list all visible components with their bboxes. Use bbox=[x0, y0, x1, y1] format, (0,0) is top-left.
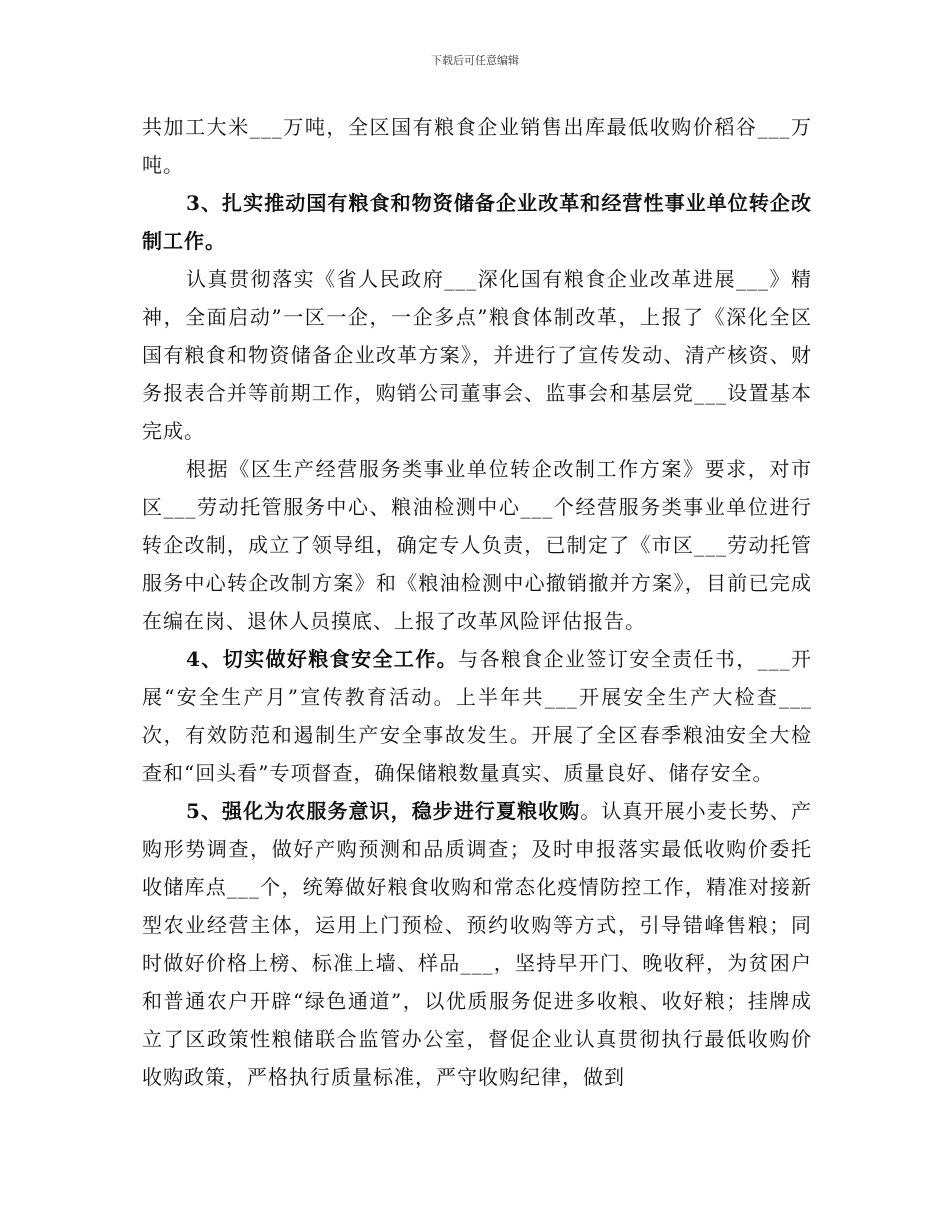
document-body bbox=[142, 108, 812, 1096]
section-heading-4: 4、切实做好粮食安全工作。 bbox=[186, 647, 459, 671]
paragraph-summer-grain-purchase-body: 。认真开展小麦长势、产购形势调查，做好产购预测和品质调查；及时申报落实最低收购价委托收储库点___个，统筹做好粮食收购和常态化疫情防控工作，精准对接新型农业经营主体，运用上门预检、预约收购等方式，引导错峰售粮；同时做好价格上榜、标准上墙、样品___，坚持早开门、晚收秤，为贫困户和普通农户开辟“绿色通道”，以优质服务促进多收粮、收好粮；挂牌成立了区政策性粮储联合监管办公室，督促企业认真贯彻执行最低收购价收购政策，严格执行质量标准，严守收购纪律，做到 bbox=[142, 799, 812, 1089]
section-heading-3: 3、扎实推动国有粮食和物资储备企业改革和经营性事业单位转企改制工作。 bbox=[142, 191, 812, 253]
section-heading-5: 5、强化为农服务意识，稳步进行夏粮收购 bbox=[186, 799, 581, 823]
paragraph-grain-safety bbox=[142, 640, 812, 792]
paragraph-summer-grain-purchase bbox=[142, 792, 812, 1096]
paragraph-reform-implementation: 认真贯彻落实《省人民政府___深化国有粮食企业改革进展___》精神，全面启动”一区一企，一企多点”粮食体制改革，上报了《深化全区国有粮食和物资储备企业改革方案》，并进行了宣传发动、清产核资、财务报表合并等前期工作，购销公司董事会、监事会和基层党___设置基本完成。 bbox=[142, 267, 812, 443]
paragraph-grain-safety-body: 与各粮食企业签订安全责任书，___开展“安全生产月”宣传教育活动。上半年共___开展安全生产大检查___次，有效防范和遏制生产安全事故发生。开展了全区春季粮油安全大检查和“回头看”专项督查，确保储粮数量真实、质量良好、储存安全。 bbox=[142, 647, 812, 785]
paragraph-enterprise-conversion: 根据《区生产经营服务类事业单位转企改制工作方案》要求，对市区___劳动托管服务中心、粮油检测中心___个经营服务类事业单位进行转企改制，成立了领导组，确定专人负责，已制定了《市区___劳动托管服务中心转企改制方案》和《粮油检测中心撤销撤并方案》，目前已完成在编在岗、退休人员摸底、上报了改革风险评估报告。 bbox=[142, 457, 812, 633]
paragraph-rice-processing: 共加工大米___万吨，全区国有粮食企业销售出库最低收购价稻谷___万吨。 bbox=[142, 115, 812, 177]
page-header: 下载后可任意编辑 bbox=[431, 54, 519, 67]
